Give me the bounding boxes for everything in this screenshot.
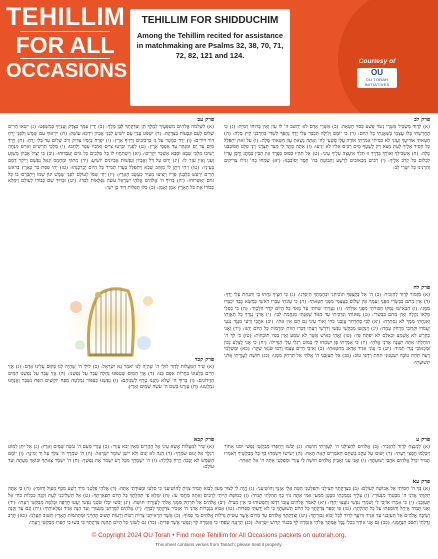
harp-icon xyxy=(56,277,166,367)
header-banner xyxy=(0,0,438,113)
respect-notice: This sheet contains verses from Tanach; please treat it properly. xyxy=(155,542,283,547)
page-description: Among the Tehillim recited for assistance in matchmaking are Psalms 32, 38, 70, 71, 72, 82, 121 and 124. xyxy=(136,31,284,60)
psalm-text: (א) בְּךָ ה' חָסִיתִי אַל אֵבוֹשָׁה לְעוֹלָם: (ב) בְּצִדְקָתְךָ תַּצִּילֵנִי וּתְפַלְּטֵנִי הַטֵּה אֵלַי אָזְנְךָ וְהוֹשִׁיעֵנִי: (ג) הֱיֵה לִי לְצוּר מָעוֹן לָבוֹא תָּמִיד צִוִּיתָ לְהוֹשִׁיעֵנִי כִּי סַלְעִי וּמְצוּדָתִי אָתָּה: (ד) אֱלֹהַי פַּלְּטֵנִי מִיַּד רָשָׁע מִכַּף מְעַוֵּל וְחוֹמֵץ: (ה) כִּי אַתָּה תִקְוָתִי אֲדֹנָי ה' מִבְטַחִי מִנְּעוּרָי: (ו) עָלֶיךָ נִסְמַכְתִּי מִבֶּטֶן מִמְּעֵי אִמִּי אַתָּה גוֹזִי בְּךָ תְהִלָּתִי תָמִיד: (ז) כְּמוֹפֵת הָיִיתִי לְרַבִּים וְאַתָּה מַחֲסִי עֹז: (ח) יִמָּלֵא פִי תְּהִלָּתֶךָ כָּל הַיּוֹם תִּפְאַרְתֶּךָ: (ט) אַל תַּשְׁלִיכֵנִי לְעֵת זִקְנָה כִּכְלוֹת כֹּחִי אַל תַּעַזְבֵנִי: (י) כִּי אָמְרוּ אוֹיְבַי לִי וְשֹׁמְרֵי נַפְשִׁי נוֹעֲצוּ יַחְדָּו: (יא) לֵאמֹר אֱלֹהִים עֲזָבוֹ רִדְפוּ וְתִפְשׂוּהוּ כִּי אֵין מַצִּיל: (יב) אֱלֹהִים אַל תִּרְחַק מִמֶּנִּי אֱלֹהַי לְעֶזְרָתִי חוּשָׁה: (יג) יֵבֹשׁוּ יִכְלוּ שֹׂטְנֵי נַפְשִׁי יַעֲטוּ חֶרְפָּה וּכְלִמָּה מְבַקְשֵׁי רָעָתִי: (יד) וַאֲנִי תָּמִיד אֲיַחֵל וְהוֹסַפְתִּי עַל כָּל תְּהִלָּתֶךָ: (טו) פִּי יְסַפֵּר צִדְקָתֶךָ כָּל הַיּוֹם תְּשׁוּעָתֶךָ כִּי לֹא יָדַעְתִּי סְפֹרוֹת: (טז) אָבוֹא בִּגְבֻרוֹת אֲדֹנָי ה' אַזְכִּיר צִדְקָתְךָ לְבַדֶּךָ: (יז) אֱלֹהִים לִמַּדְתַּנִי מִנְּעוּרָי וְעַד הֵנָּה אַגִּיד נִפְלְאוֹתֶיךָ: (יח) וְגַם עַד זִקְנָה וְשֵׂיבָה אֱלֹהִים אַל תַּעַזְבֵנִי עַד אַגִּיד זְרוֹעֲךָ לְדוֹר לְכָל יָבוֹא גְּבוּרָתֶךָ: (יט) וְצִדְקָתְךָ אֱלֹהִים עַד מָרוֹם אֲשֶׁר עָשִׂיתָ גְדֹלוֹת אֱלֹהִים מִי כָמוֹךָ: (כ) אֲשֶׁר הִרְאִיתַנִי צָרוֹת רַבּוֹת וְרָעוֹת תָּשׁוּב תְּחַיֵּינִי וּמִתְּהֹמוֹת הָאָרֶץ תָּשׁוּב תַּעֲלֵנִי: (כא) תֶּרֶב גְּדֻלָּתִי וְתִסֹּב תְּנַחֲמֵנִי: (כב) גַּם אֲנִי אוֹדְךָ בִכְלִי נֶבֶל אֲמִתְּךָ אֱלֹהָי אֲזַמְּרָה לְךָ בְכִנּוֹר קְדוֹשׁ יִשְׂרָאֵל: (כג) תְּרַנֵּנָּה שְׂפָתַי כִּי אֲזַמְּרָה לָּךְ וְנַפְשִׁי אֲשֶׁר פָּדִיתָ: (כד) גַּם לְשׁוֹנִי כָּל הַיּוֹם תֶּהְגֶּה צִדְקָתֶךָ כִּי בֹשׁוּ כִי חָפְרוּ מְבַקְשֵׁי רָעָתִי: xyxy=(8,486,430,526)
footer xyxy=(0,532,438,547)
psalm-text: (א) לְדָוִד מַשְׂכִּיל אַשְׁרֵי נְשׂוּי פֶּשַׁע כְּסוּי חֲטָאָה: (ב) אַשְׁרֵי אָדָם לֹא יַחְשֹׁב ה' לוֹ עָוֹן וְאֵין בְּרוּחוֹ רְמִיָּה: (ג) כִּי הֶחֱרַשְׁתִּי בָּלוּ עֲצָמָי בְּשַׁאֲגָתִי כָּל הַיּוֹם: (ד) כִּי יוֹמָם וָלַיְלָה תִּכְבַּד עָלַי יָדֶךָ נֶהְפַּךְ לְשַׁדִּי בְּחַרְבֹנֵי קַיִץ סֶלָה: (ה) חַטָּאתִי אוֹדִיעֲךָ וַעֲוֹנִי לֹא כִסִּיתִי אָמַרְתִּי אוֹדֶה עֲלֵי פְשָׁעַי לַה' וְאַתָּה נָשָׂאתָ עֲוֹן חַטָּאתִי סֶלָה: (ו) עַל זֹאת יִתְפַּלֵּל כָּל חָסִיד אֵלֶיךָ לְעֵת מְצֹא רַק לְשֵׁטֶף מַיִם רַבִּים אֵלָיו לֹא יַגִּיעוּ: (ז) אַתָּה סֵתֶר לִי מִצַּר תִּצְּרֵנִי רָנֵּי פַלֵּט תְּסוֹבְבֵנִי סֶלָה: (ח) אַשְׂכִּילְךָ וְאוֹרְךָ בְּדֶרֶךְ זוּ תֵלֵךְ אִיעֲצָה עָלֶיךָ עֵינִי: (ט) אַל תִּהְיוּ כְּסוּס כְּפֶרֶד אֵין הָבִין בְּמֶתֶג וָרֶסֶן עֶדְיוֹ לִבְלוֹם בַּל קְרֹב אֵלֶיךָ: (י) רַבִּים מַכְאוֹבִים לָרָשָׁע וְהַבּוֹטֵחַ בַּה' חֶסֶד יְסוֹבְבֶנּוּ: (יא) שִׂמְחוּ בַה' וְגִילוּ צַדִּיקִים וְהַרְנִינוּ כָּל יִשְׁרֵי לֵב: xyxy=(224,124,430,171)
series-title xyxy=(6,3,128,82)
title-card xyxy=(130,9,290,106)
courtesy-label: Courtesy of xyxy=(358,58,396,65)
psalm-heading: פרק לח xyxy=(413,285,430,291)
psalm-38 xyxy=(224,285,430,367)
psalm-32 xyxy=(224,117,430,172)
psalm-70 xyxy=(224,437,430,464)
column-left-top xyxy=(8,117,214,283)
harp-illustration xyxy=(56,277,166,367)
page-title: TEHILLIM FOR SHIDDUCHIM xyxy=(141,15,279,26)
series-title-line2: FOR ALL xyxy=(15,32,115,58)
copyright-text: © Copyright 2024 OU Torah • Find more Tehillim for All Occasions packets on outorah.org. xyxy=(91,532,347,539)
column-right-lower xyxy=(224,437,430,477)
courtesy-block xyxy=(345,58,409,88)
ou-torah-logo xyxy=(357,68,397,88)
column-left-lower xyxy=(8,437,214,477)
psalm-heading: פרק עב xyxy=(197,117,214,123)
logo-mark: OU xyxy=(371,68,383,77)
psalms-content xyxy=(8,117,430,531)
column-right-top xyxy=(224,117,430,283)
psalm-text: (א) לַמְנַצֵּחַ לְדָוִד לְהַזְכִּיר: (ב) אֱלֹהִים לְהַצִּילֵנִי ה' לְעֶזְרָתִי חוּשָׁה: (ג) יֵבֹשׁוּ וְיַחְפְּרוּ מְבַקְשֵׁי נַפְשִׁי יִסֹּגוּ אָחוֹר וְיִכָּלְמוּ חֲפֵצֵי רָעָתִי: (ד) יָשׁוּבוּ עַל עֵקֶב בָּשְׁתָּם הָאֹמְרִים הֶאָח הֶאָח: (ה) יָשִׂישׂוּ וְיִשְׂמְחוּ בְּךָ כָּל מְבַקְשֶׁיךָ וְיֹאמְרוּ תָמִיד יִגְדַּל אֱלֹהִים אֹהֲבֵי יְשׁוּעָתֶךָ: (ו) וַאֲנִי עָנִי וְאֶבְיוֹן אֱלֹהִים חוּשָׁה לִּי עֶזְרִי וּמְפַלְטִי אַתָּה ה' אַל תְּאַחַר: xyxy=(224,444,430,464)
series-title-line1: TEHILLIM xyxy=(6,3,126,31)
psalm-text: (א) שִׁיר הַמַּעֲלוֹת לְדָוִד לוּלֵי ה' שֶׁהָיָה לָנוּ יֹאמַר נָא יִשְׂרָאֵל: (ב) לוּלֵי ה' שֶׁהָיָה לָנוּ בְּקוּם עָלֵינוּ אָדָם: (ג) אֲזַי חַיִּים בְּלָעוּנוּ בַּחֲרוֹת אַפָּם בָּנוּ: (ד) אֲזַי הַמַּיִם שְׁטָפוּנוּ נַחְלָה עָבַר עַל נַפְשֵׁנוּ: (ה) אֲזַי עָבַר עַל נַפְשֵׁנוּ הַמַּיִם הַזֵּידוֹנִים: (ו) בָּרוּךְ ה' שֶׁלֹּא נְתָנָנוּ טֶרֶף לְשִׁנֵּיהֶם: (ז) נַפְשֵׁנוּ כְּצִפּוֹר נִמְלְטָה מִפַּח יוֹקְשִׁים הַפַּח נִשְׁבָּר וַאֲנַחְנוּ נִמְלָטְנוּ: (ח) עֶזְרֵנוּ בְּשֵׁם ה' עֹשֵׂה שָׁמַיִם וָאָרֶץ: xyxy=(8,364,214,391)
psalm-heading: פרק קכד xyxy=(194,357,214,363)
psalm-72 xyxy=(8,117,214,192)
psalm-heading: פרק לב xyxy=(413,117,430,123)
psalm-heading: פרק עא xyxy=(412,479,430,485)
column-right-middle xyxy=(224,285,430,435)
psalm-121 xyxy=(8,437,214,471)
psalm-71 xyxy=(8,479,430,527)
full-width-section xyxy=(8,479,430,531)
series-title-line3: OCCASIONS xyxy=(6,60,128,82)
psalm-heading: פרק קכא xyxy=(193,437,214,443)
psalm-text: (א) מִזְמוֹר לְדָוִד לְהַזְכִּיר: (ב) ה' אַל בְּקֶצְפְּךָ תוֹכִיחֵנִי וּבַחֲמָתְךָ תְיַסְּרֵנִי: (ג) כִּי חִצֶּיךָ נִחֲתוּ בִי וַתִּנְחַת עָלַי יָדֶךָ: (ד) אֵין מְתֹם בִּבְשָׂרִי מִפְּנֵי זַעְמֶךָ אֵין שָׁלוֹם בַּעֲצָמַי מִפְּנֵי חַטָּאתִי: (ה) כִּי עֲוֹנֹתַי עָבְרוּ רֹאשִׁי כְּמַשָּׂא כָבֵד יִכְבְּדוּ מִמֶּנִּי: (ו) הִבְאִישׁוּ נָמַקּוּ חַבּוּרֹתָי מִפְּנֵי אִוַּלְתִּי: (ז) נַעֲוֵיתִי שַׁחֹתִי עַד מְאֹד כָּל הַיּוֹם קֹדֵר הִלָּכְתִּי: (ח) כִּי כְסָלַי מָלְאוּ נִקְלֶה וְאֵין מְתֹם בִּבְשָׂרִי: (ט) נְפוּגוֹתִי וְנִדְכֵּיתִי עַד מְאֹד שָׁאַגְתִּי מִנַּהֲמַת לִבִּי: (י) אֲדֹנָי נֶגְדְּךָ כָל תַּאֲוָתִי וְאַנְחָתִי מִמְּךָ לֹא נִסְתָּרָה: (יא) לִבִּי סְחַרְחַר עֲזָבַנִי כֹחִי וְאוֹר עֵינַי גַּם הֵם אֵין אִתִּי: (יב) אֹהֲבַי וְרֵעַי מִנֶּגֶד נִגְעִי יַעֲמֹדוּ וּקְרוֹבַי מֵרָחֹק עָמָדוּ: (יג) וַיְנַקְשׁוּ מְבַקְשֵׁי נַפְשִׁי וְדֹרְשֵׁי רָעָתִי דִּבְּרוּ הַוּוֹת וּמִרְמוֹת כָּל הַיּוֹם יֶהְגּוּ: (יד) וַאֲנִי כְחֵרֵשׁ לֹא אֶשְׁמָע וּכְאִלֵּם לֹא יִפְתַּח פִּיו: (טו) וָאֱהִי כְּאִישׁ אֲשֶׁר לֹא שֹׁמֵעַ וְאֵין בְּפִיו תּוֹכָחוֹת: (טז) כִּי לְךָ ה' הוֹחָלְתִּי אַתָּה תַעֲנֶה אֲדֹנָי אֱלֹהָי: (יז) כִּי אָמַרְתִּי פֶּן יִשְׂמְחוּ לִי בְּמוֹט רַגְלִי עָלַי הִגְדִּילוּ: (יח) כִּי אֲנִי לְצֶלַע נָכוֹן וּמַכְאוֹבִי נֶגְדִּי תָמִיד: (יט) כִּי עֲוֹנִי אַגִּיד אֶדְאַג מֵחַטָּאתִי: (כ) וְאֹיְבַי חַיִּים עָצֵמוּ וְרַבּוּ שֹׂנְאַי שָׁקֶר: (כא) וּמְשַׁלְּמֵי רָעָה תַּחַת טוֹבָה יִשְׂטְנוּנִי תַּחַת רָדְפִי טוֹב: (כב) אַל תַּעַזְבֵנִי ה' אֱלֹהַי אַל תִּרְחַק מִמֶּנִּי: (כג) חוּשָׁה לְעֶזְרָתִי אֲדֹנָי תְּשׁוּעָתִי: xyxy=(224,292,430,366)
series-title-rule xyxy=(20,58,110,59)
header-decoration xyxy=(338,0,438,113)
psalm-text: (א) לִשְׁלֹמֹה אֱלֹהִים מִשְׁפָּטֶיךָ לְמֶלֶךְ תֵּן וְצִדְקָתְךָ לְבֶן מֶלֶךְ: (ב) יָדִין עַמְּךָ בְצֶדֶק וַעֲנִיֶּיךָ בְמִשְׁפָּט: (ג) יִשְׂאוּ הָרִים שָׁלוֹם לָעָם וּגְבָעוֹת בִּצְדָקָה: (ד) יִשְׁפֹּט עֲנִיֵּי עָם יוֹשִׁיעַ לִבְנֵי אֶבְיוֹן וִידַכֵּא עוֹשֵׁק: (ה) יִירָאוּךָ עִם שָׁמֶשׁ וְלִפְנֵי יָרֵחַ דּוֹר דּוֹרִים: (ו) יֵרֵד כְּמָטָר עַל גֵּז כִּרְבִיבִים זַרְזִיף אָרֶץ: (ז) יִפְרַח בְּיָמָיו צַדִּיק וְרֹב שָׁלוֹם עַד בְּלִי יָרֵחַ: (ח) וְיֵרְדְּ מִיָּם עַד יָם וּמִנָּהָר עַד אַפְסֵי אָרֶץ: (ט) לְפָנָיו יִכְרְעוּ צִיִּים וְאֹיְבָיו עָפָר יְלַחֵכוּ: (י) מַלְכֵי תַרְשִׁישׁ וְאִיִּים מִנְחָה יָשִׁיבוּ מַלְכֵי שְׁבָא וּסְבָא אֶשְׁכָּר יַקְרִיבוּ: (יא) וְיִשְׁתַּחֲווּ לוֹ כָל מְלָכִים כָּל גּוֹיִם יַעַבְדוּהוּ: (יב) כִּי יַצִּיל אֶבְיוֹן מְשַׁוֵּעַ וְעָנִי וְאֵין עֹזֵר לוֹ: (יג) יָחֹס עַל דַּל וְאֶבְיוֹן וְנַפְשׁוֹת אֶבְיוֹנִים יוֹשִׁיעַ: (יד) מִתּוֹךְ וּמֵחָמָס יִגְאַל נַפְשָׁם וְיֵיקַר דָּמָם בְּעֵינָיו: (טו) וִיחִי וְיִתֶּן לוֹ מִזְּהַב שְׁבָא וְיִתְפַּלֵּל בַּעֲדוֹ תָמִיד כָּל הַיּוֹם יְבָרְכֶנְהוּ: (טז) יְהִי פִסַּת בַּר בָּאָרֶץ בְּרֹאשׁ הָרִים יִרְעַשׁ כַּלְּבָנוֹן פִּרְיוֹ וְיָצִיצוּ מֵעִיר כְּעֵשֶׂב הָאָרֶץ: (יז) יְהִי שְׁמוֹ לְעוֹלָם לִפְנֵי שֶׁמֶשׁ יִנּוֹן שְׁמוֹ וְיִתְבָּרְכוּ בוֹ כָּל גּוֹיִם יְאַשְּׁרוּהוּ: (יח) בָּרוּךְ ה' אֱלֹהִים אֱלֹהֵי יִשְׂרָאֵל עֹשֵׂה נִפְלָאוֹת לְבַדּוֹ: (יט) וּבָרוּךְ שֵׁם כְּבוֹדוֹ לְעוֹלָם וְיִמָּלֵא כְבוֹדוֹ אֶת כֹּל הָאָרֶץ אָמֵן וְאָמֵן: (כ) כָּלּוּ תְפִלּוֹת דָּוִד בֶּן יִשָׁי: xyxy=(8,124,214,192)
psalm-text: (א) שִׁיר לַמַּעֲלוֹת אֶשָּׂא עֵינַי אֶל הֶהָרִים מֵאַיִן יָבֹא עֶזְרִי: (ב) עֶזְרִי מֵעִם ה' עֹשֵׂה שָׁמַיִם וָאָרֶץ: (ג) אַל יִתֵּן לַמּוֹט רַגְלֶךָ אַל יָנוּם שֹׁמְרֶךָ: (ד) הִנֵּה לֹא יָנוּם וְלֹא יִישָׁן שׁוֹמֵר יִשְׂרָאֵל: (ה) ה' שֹׁמְרֶךָ ה' צִלְּךָ עַל יַד יְמִינֶךָ: (ו) יוֹמָם הַשֶּׁמֶשׁ לֹא יַכֶּכָּה וְיָרֵחַ בַּלָּיְלָה: (ז) ה' יִשְׁמָרְךָ מִכָּל רָע יִשְׁמֹר אֶת נַפְשֶׁךָ: (ח) ה' יִשְׁמָר צֵאתְךָ וּבוֹאֶךָ מֵעַתָּה וְעַד עוֹלָם: xyxy=(8,444,214,471)
logo-subtitle: OU TORAH INITIATIVES xyxy=(364,77,390,87)
psalm-heading: פרק ע xyxy=(416,437,430,443)
